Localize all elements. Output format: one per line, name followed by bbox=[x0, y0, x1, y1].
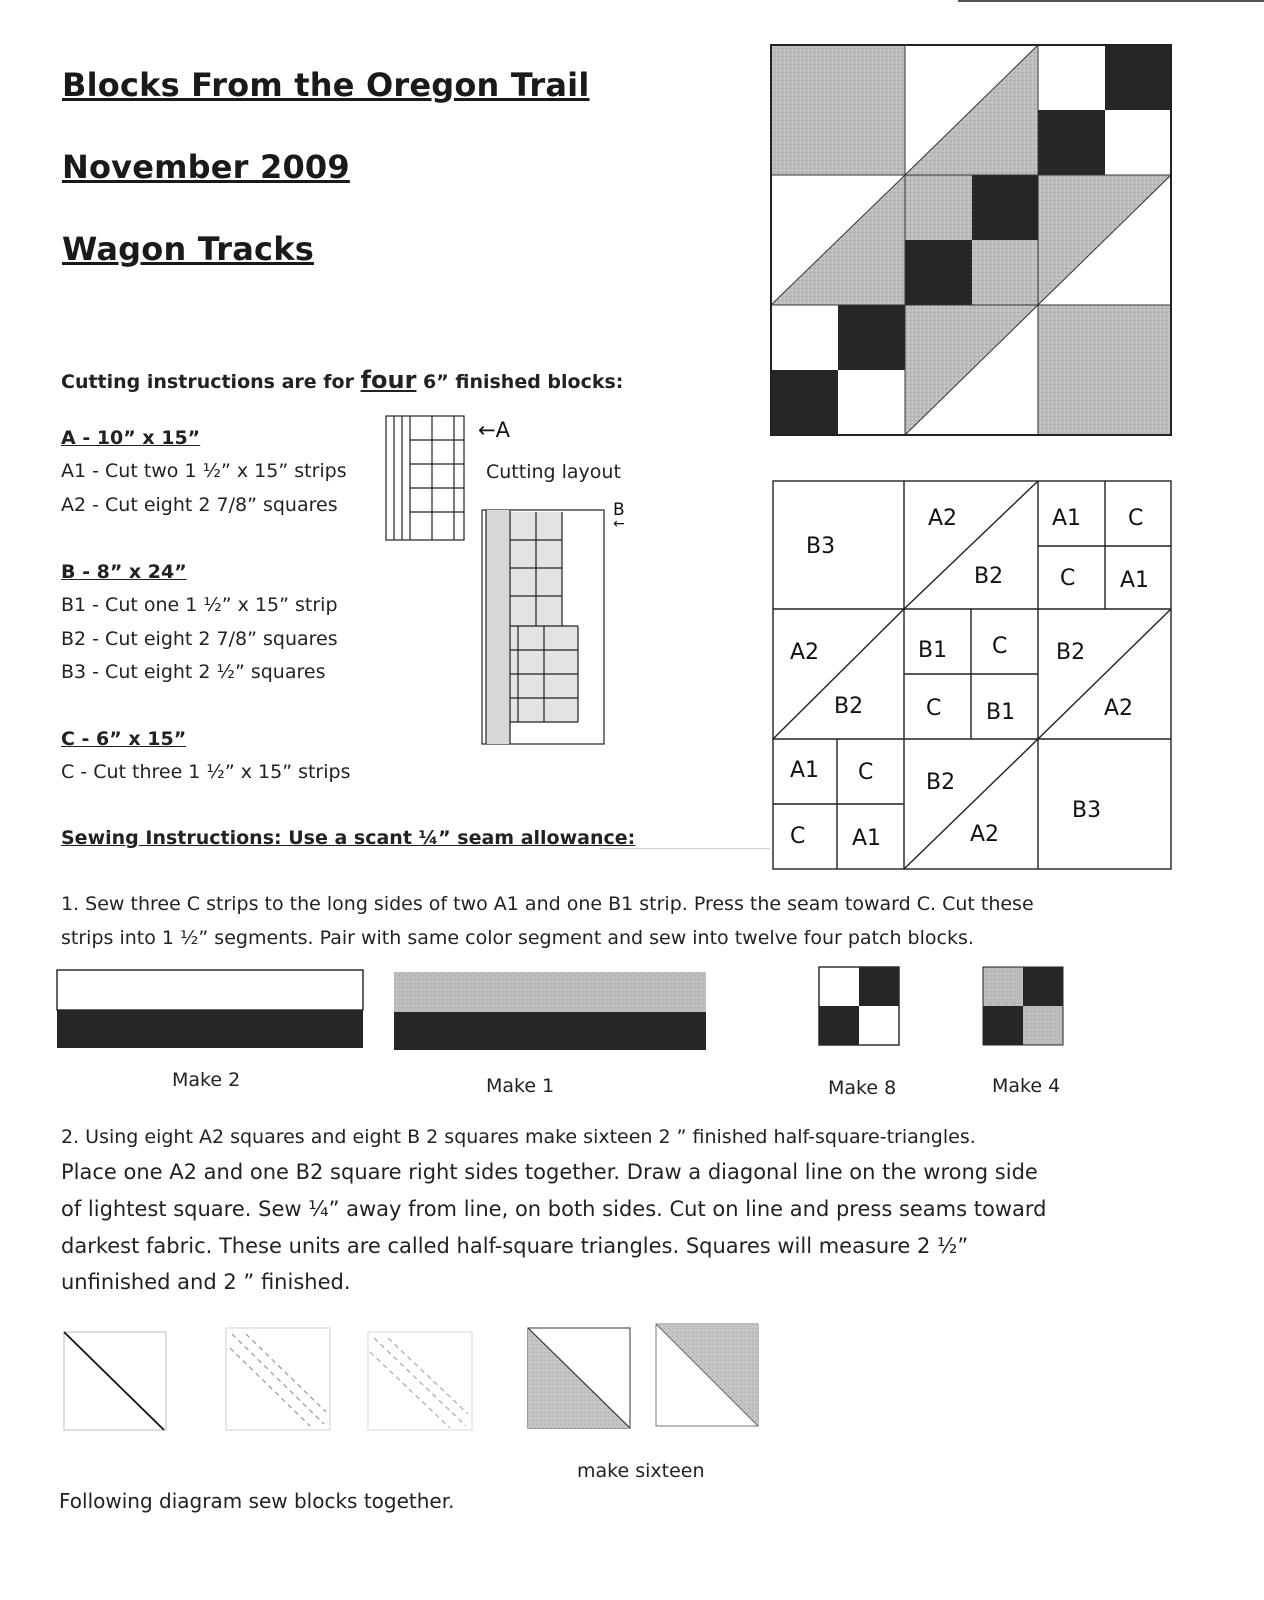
scan-edge-line bbox=[958, 0, 1264, 2]
cutting-layout-b-arrow-icon: ← bbox=[613, 516, 625, 532]
four-patch-white-dark bbox=[819, 967, 899, 1045]
scan-line-divider bbox=[600, 848, 770, 849]
strip-sets-illustration bbox=[54, 966, 1074, 1056]
hst-finished-1 bbox=[528, 1328, 630, 1428]
sewing-heading: Sewing Instructions: Use a scant ¼” seam allowance: bbox=[61, 827, 636, 849]
diag-label-b3-top-left: B3 bbox=[806, 534, 836, 559]
fabric-a-heading: A - 10” x 15” bbox=[61, 427, 201, 449]
diag-label-b1-2: B1 bbox=[986, 700, 1016, 725]
diag-label-a2-top: A2 bbox=[928, 506, 958, 531]
diag-label-b2-left: B2 bbox=[834, 694, 864, 719]
title-date: November 2009 bbox=[62, 148, 350, 186]
cutting-layout-b-label: B bbox=[613, 500, 625, 520]
diag-label-a1-4: A1 bbox=[852, 826, 882, 851]
diag-label-c-4: C bbox=[926, 696, 942, 721]
hst-cut-line bbox=[368, 1332, 472, 1430]
fabric-b1: B1 - Cut one 1 ½” x 15” strip bbox=[61, 594, 338, 616]
title-main: Blocks From the Oregon Trail bbox=[62, 66, 590, 104]
diag-label-a2-left: A2 bbox=[790, 640, 820, 665]
step2-line3: of lightest square. Sew ¼” away from line, on both sides. Cut on line and press seams toward bbox=[61, 1197, 1047, 1221]
make-sixteen-caption: make sixteen bbox=[577, 1460, 705, 1482]
diag-label-c-6: C bbox=[790, 824, 806, 849]
diag-label-a1-2: A1 bbox=[1120, 568, 1150, 593]
four-patch-gray-dark bbox=[983, 967, 1063, 1045]
fabric-a1: A1 - Cut two 1 ½” x 15” strips bbox=[61, 460, 347, 482]
title-block-name: Wagon Tracks bbox=[62, 230, 314, 268]
strip-set-white-dark bbox=[57, 970, 363, 1048]
step1-line2: strips into 1 ½” segments. Pair with same color segment and sew into twelve four patch blocks. bbox=[61, 927, 974, 949]
fabric-b2: B2 - Cut eight 2 7/8” squares bbox=[61, 628, 338, 650]
cutting-layout-label: Cutting layout bbox=[486, 461, 621, 483]
step2-line2: Place one A2 and one B2 square right sides together. Draw a diagonal line on the wrong side bbox=[61, 1160, 1038, 1184]
step2-line5: unfinished and 2 ” finished. bbox=[61, 1270, 351, 1294]
diag-label-c-1: C bbox=[1128, 506, 1144, 531]
diag-label-a1-3: A1 bbox=[790, 758, 820, 783]
make-1-caption: Make 1 bbox=[486, 1075, 555, 1097]
cutting-layout-a-arrow: ←A bbox=[478, 418, 510, 442]
block-finished-image bbox=[770, 44, 1172, 436]
diag-label-b2-bottom: B2 bbox=[926, 770, 956, 795]
diag-label-a2-bottom: A2 bbox=[970, 822, 1000, 847]
hst-sew-lines bbox=[226, 1328, 330, 1430]
diag-label-b2-right: B2 bbox=[1056, 640, 1086, 665]
make-2-caption: Make 2 bbox=[172, 1069, 241, 1091]
strip-set-gray-dark bbox=[394, 972, 706, 1050]
fabric-b3: B3 - Cut eight 2 ½” squares bbox=[61, 661, 326, 683]
cutting-intro-emph: four bbox=[360, 366, 417, 394]
diag-label-c-3: C bbox=[992, 634, 1008, 659]
following-diagram-note: Following diagram sew blocks together. bbox=[59, 1489, 455, 1513]
fabric-a2: A2 - Cut eight 2 7/8” squares bbox=[61, 494, 338, 516]
cutting-layout-a bbox=[386, 416, 464, 540]
hst-steps-illustration bbox=[58, 1320, 768, 1440]
make-4-caption: Make 4 bbox=[992, 1075, 1061, 1097]
cutting-intro bbox=[61, 366, 623, 394]
fabric-c1: C - Cut three 1 ½” x 15” strips bbox=[61, 761, 351, 783]
cutting-intro-pre: Cutting instructions are for bbox=[61, 371, 361, 393]
diag-label-a1-1: A1 bbox=[1052, 506, 1082, 531]
hst-draw-line bbox=[64, 1332, 166, 1430]
fabric-c-heading: C - 6” x 15” bbox=[61, 728, 187, 750]
diag-label-c-2: C bbox=[1060, 566, 1076, 591]
diag-label-c-5: C bbox=[858, 760, 874, 785]
cutting-layout-b bbox=[482, 510, 604, 744]
make-8-caption: Make 8 bbox=[828, 1077, 897, 1099]
diag-label-b2-top: B2 bbox=[974, 564, 1004, 589]
diag-label-b1-1: B1 bbox=[918, 638, 948, 663]
diag-label-a2-right: A2 bbox=[1104, 696, 1134, 721]
step2-line4: darkest fabric. These units are called half-square triangles. Squares will measure 2 ½” bbox=[61, 1234, 969, 1258]
cutting-intro-post: 6” finished blocks: bbox=[416, 371, 624, 393]
step1-line1: 1. Sew three C strips to the long sides of two A1 and one B1 strip. Press the seam toward C. Cut these bbox=[61, 893, 1034, 915]
step2-line1: 2. Using eight A2 squares and eight B 2 squares make sixteen 2 ” finished half-square-triangles. bbox=[61, 1126, 976, 1148]
fabric-b-heading: B - 8” x 24” bbox=[61, 561, 187, 583]
hst-finished-2 bbox=[656, 1324, 758, 1426]
diag-label-b3-bottom-right: B3 bbox=[1072, 798, 1102, 823]
